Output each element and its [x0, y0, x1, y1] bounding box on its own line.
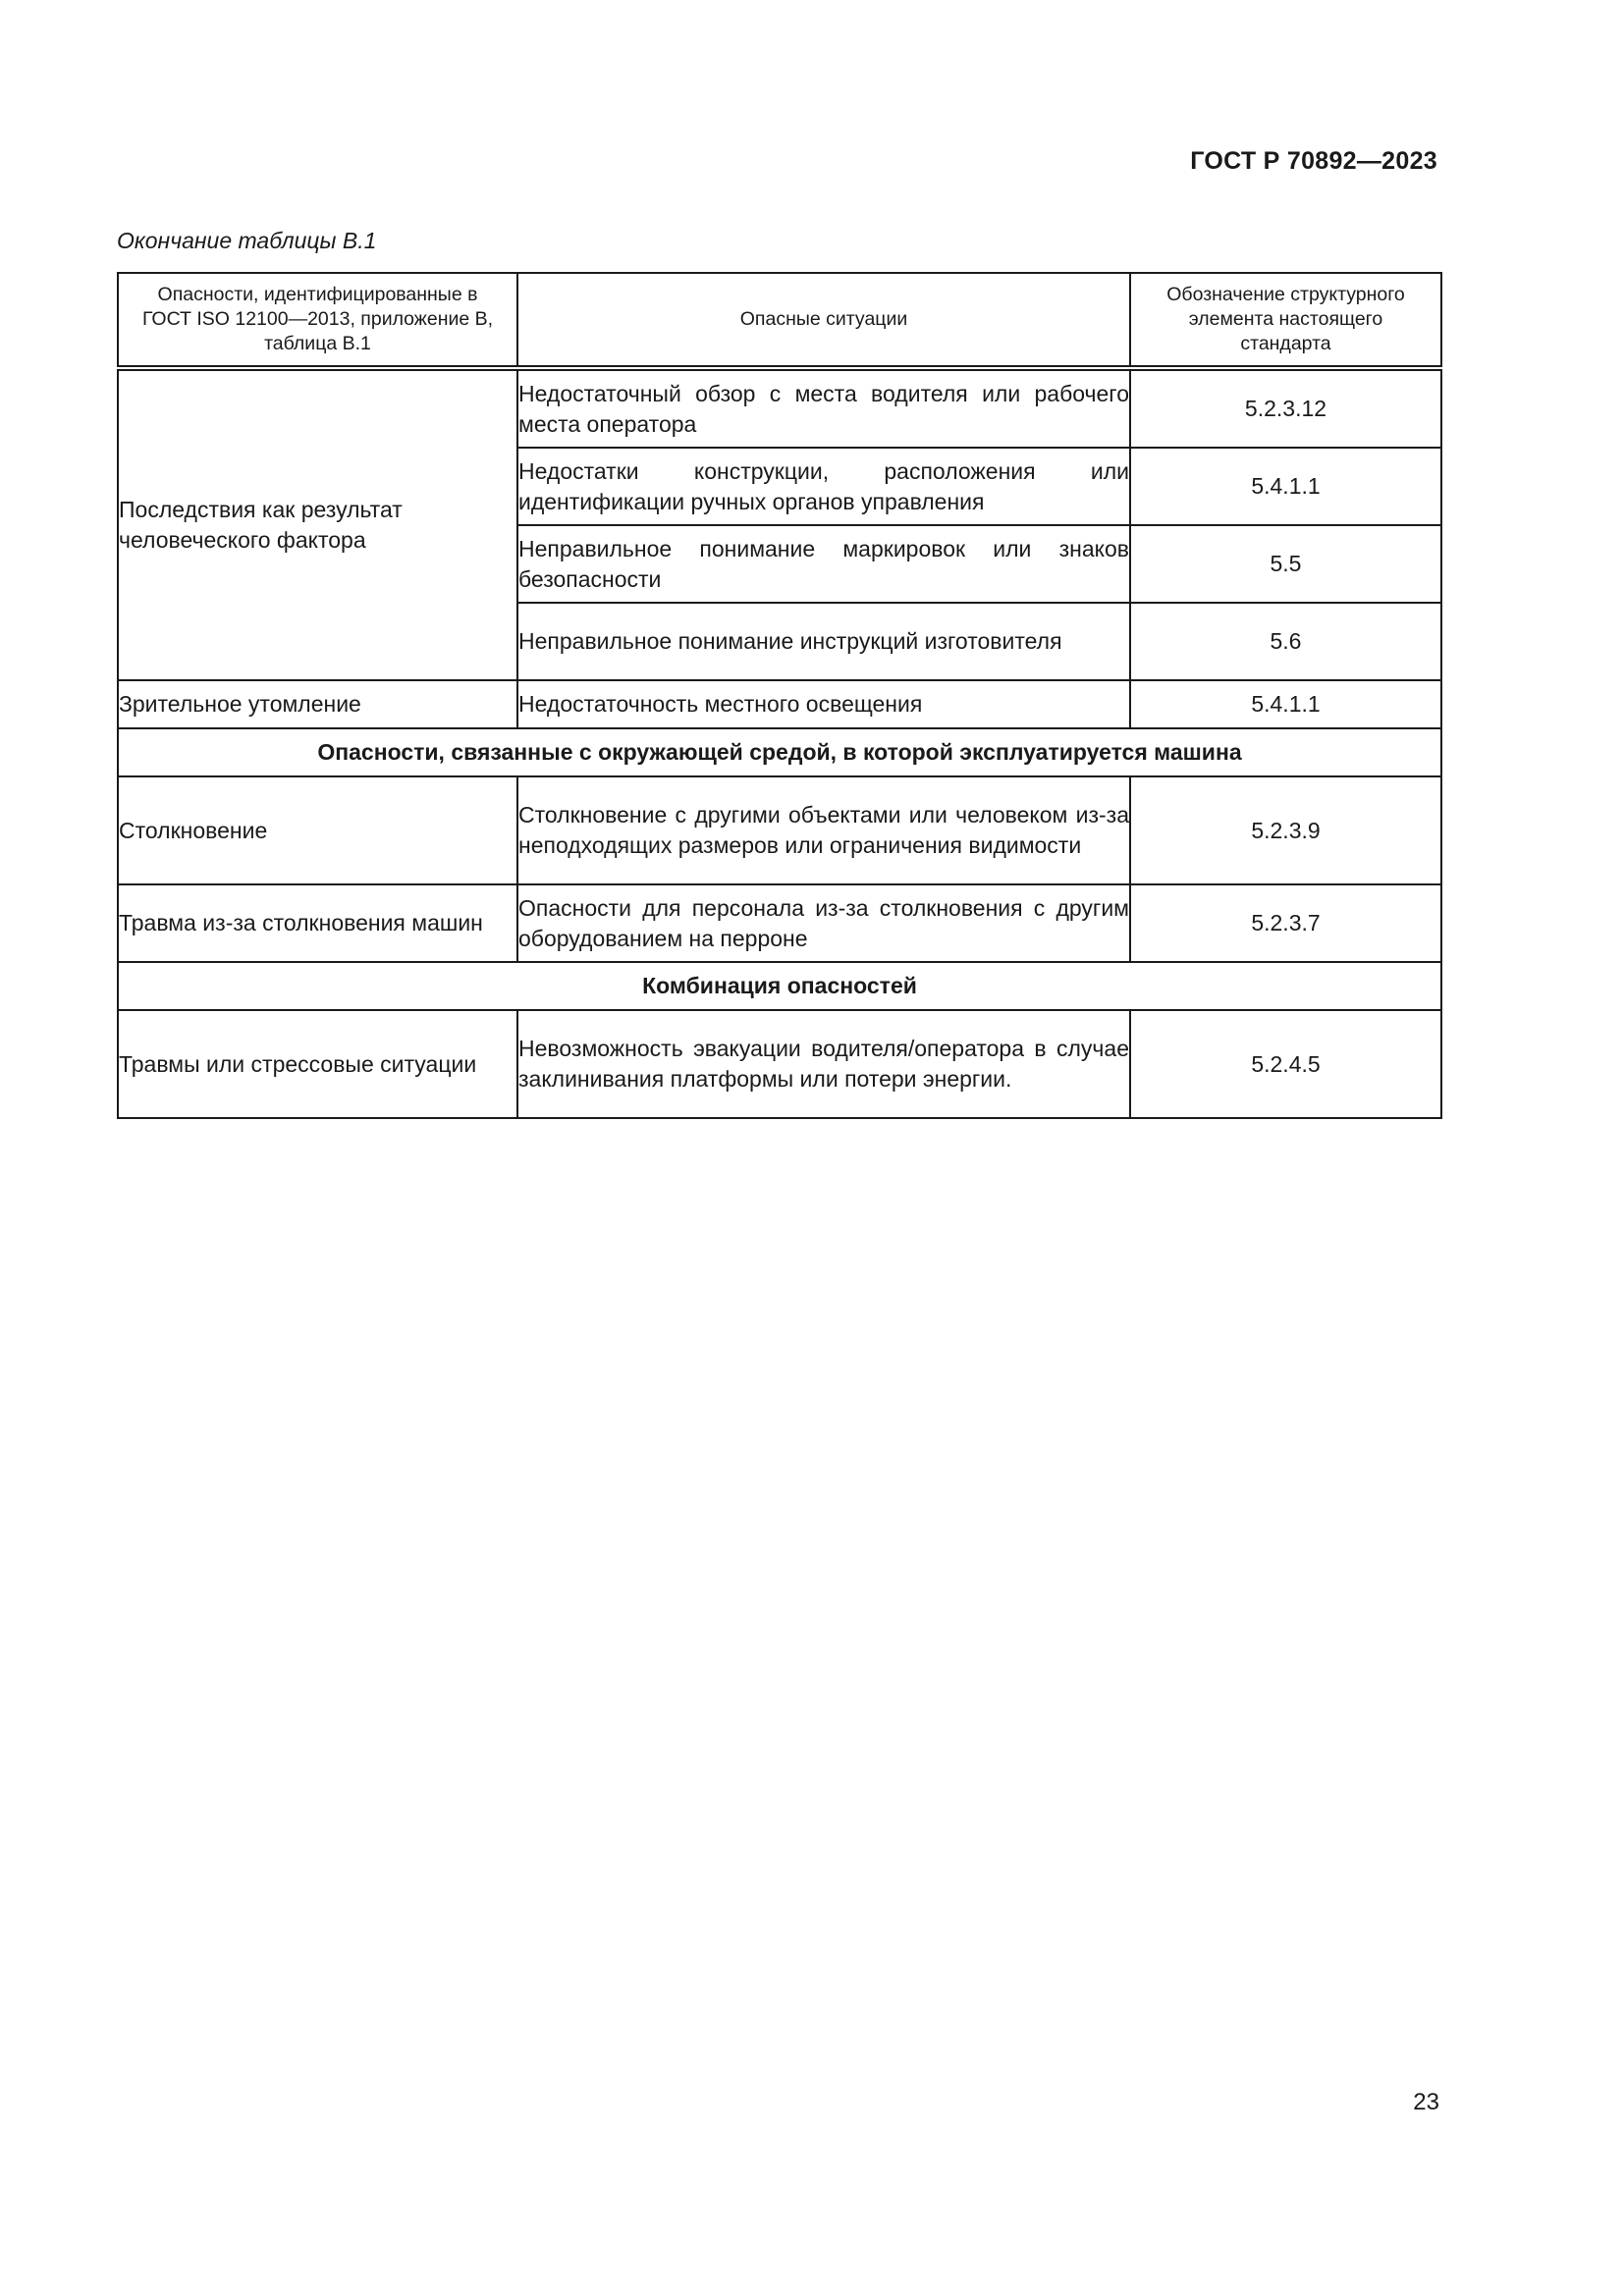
table-row: [118, 884, 1441, 962]
situation-cell: Недостаточный обзор с места водителя или рабочего места оператора: [517, 368, 1130, 448]
reference-cell: 5.6: [1130, 603, 1441, 680]
standard-designation: ГОСТ Р 70892—2023: [1190, 147, 1437, 175]
hazards-table: [117, 272, 1442, 1119]
section-row: [118, 962, 1441, 1010]
reference-cell: 5.4.1.1: [1130, 448, 1441, 525]
hazard-cell: Зрительное утомление: [118, 680, 517, 728]
hazard-cell: Последствия как результат человеческого фактора: [118, 368, 517, 680]
table-row: [118, 368, 1441, 448]
table-row: [118, 680, 1441, 728]
column-header-situations: Опасные ситуации: [517, 273, 1130, 368]
situation-cell: Неправильное понимание инструкций изготовителя: [517, 603, 1130, 680]
table-caption: Окончание таблицы В.1: [117, 228, 377, 253]
reference-cell: 5.5: [1130, 525, 1441, 603]
hazard-cell: Столкновение: [118, 776, 517, 884]
reference-cell: 5.4.1.1: [1130, 680, 1441, 728]
situation-cell: Столкновение с другими объектами или человеком из-за неподходящих размеров или ограничения видимости: [517, 776, 1130, 884]
reference-cell: 5.2.3.12: [1130, 368, 1441, 448]
situation-cell: Недостатки конструкции, расположения или идентификации ручных органов управления: [517, 448, 1130, 525]
section-row: [118, 728, 1441, 776]
page-number: 23: [1413, 2089, 1439, 2115]
table-header-row: [118, 273, 1441, 368]
table-row: [118, 1010, 1441, 1118]
situation-cell: Опасности для персонала из-за столкновения с другим оборудованием на перроне: [517, 884, 1130, 962]
reference-cell: 5.2.4.5: [1130, 1010, 1441, 1118]
hazard-cell: Травмы или стрессовые ситуации: [118, 1010, 517, 1118]
table-row: [118, 776, 1441, 884]
situation-cell: Недостаточность местного освещения: [517, 680, 1130, 728]
reference-cell: 5.2.3.9: [1130, 776, 1441, 884]
section-heading-environment: Опасности, связанные с окружающей средой, в которой эксплуатируется машина: [118, 728, 1441, 776]
reference-cell: 5.2.3.7: [1130, 884, 1441, 962]
hazard-cell: Травма из-за столкновения машин: [118, 884, 517, 962]
column-header-hazards: Опасности, идентифицированные в ГОСТ ISO 12100—2013, приложение В, таблица В.1: [118, 273, 517, 368]
section-heading-combination: Комбинация опасностей: [118, 962, 1441, 1010]
situation-cell: Неправильное понимание маркировок или знаков безопасности: [517, 525, 1130, 603]
situation-cell: Невозможность эвакуации водителя/оператора в случае заклинивания платформы или потери энергии.: [517, 1010, 1130, 1118]
column-header-reference: Обозначение структурного элемента настоящего стандарта: [1130, 273, 1441, 368]
